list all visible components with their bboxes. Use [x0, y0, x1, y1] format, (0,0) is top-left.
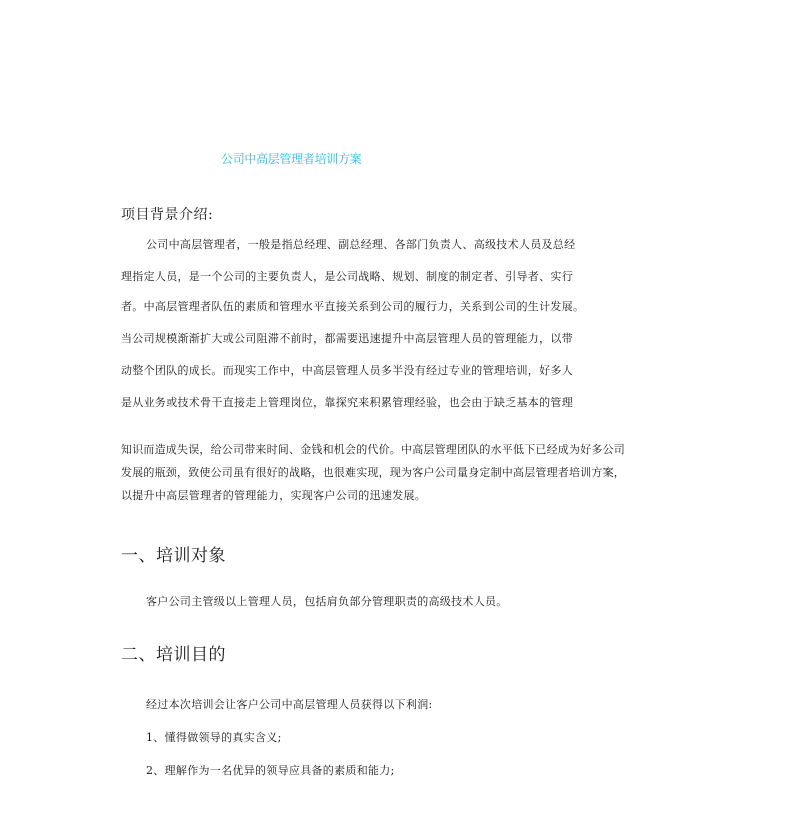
- section-heading-training-purpose: 二、培训目的: [121, 645, 226, 665]
- intro-line: 以提升中高层管理者的管理能力，实现客户公司的迅速发展。: [121, 489, 427, 502]
- intro-line: 知识而造成失误，给公司带来时间、金钱和机会的代价。中高层管理团队的水平低下已经成为好多公司: [121, 443, 625, 456]
- section-body-training-purpose: 经过本次培训会让客户公司中高层管理人员获得以下利润:: [146, 698, 433, 711]
- intro-line: 动整个团队的成长。而现实工作中，中高层管理人员多半没有经过专业的管理培训，好多人: [121, 364, 573, 377]
- list-item: 1、懂得做领导的真实含义;: [146, 731, 282, 744]
- intro-line: 发展的瓶颈，致使公司虽有很好的战略，也很难实现，现为客户公司量身定制中高层管理者培训方案，: [121, 466, 625, 479]
- intro-line: 是从业务或技术骨干直接走上管理岗位，靠探究来积累管理经验，也会由于缺乏基本的管理: [121, 396, 573, 409]
- list-item: 2、理解作为一名优异的领导应具备的素质和能力;: [146, 764, 395, 777]
- intro-line: 者。中高层管理者队伍的素质和管理水平直接关系到公司的履行力，关系到公司的生计发展。: [121, 300, 585, 313]
- intro-heading: 项目背景介绍:: [121, 207, 214, 223]
- document-title: 公司中高层管理者培训方案: [221, 152, 362, 166]
- section-heading-training-target: 一、培训对象: [121, 546, 226, 566]
- intro-line: 当公司规模渐渐扩大或公司阻滞不前时，都需要迅速提升中高层管理人员的管理能力，以带: [121, 332, 573, 345]
- intro-line: 公司中高层管理者，一般是指总经理、副总经理、各部门负责人、高级技术人员及总经: [146, 238, 576, 251]
- section-body-training-target: 客户公司主管级以上管理人员，包括肩负部分管理职责的高级技术人员。: [146, 595, 508, 608]
- intro-line: 理指定人员，是一个公司的主要负责人，是公司战略、规划、制度的制定者、引导者、实行: [121, 270, 573, 283]
